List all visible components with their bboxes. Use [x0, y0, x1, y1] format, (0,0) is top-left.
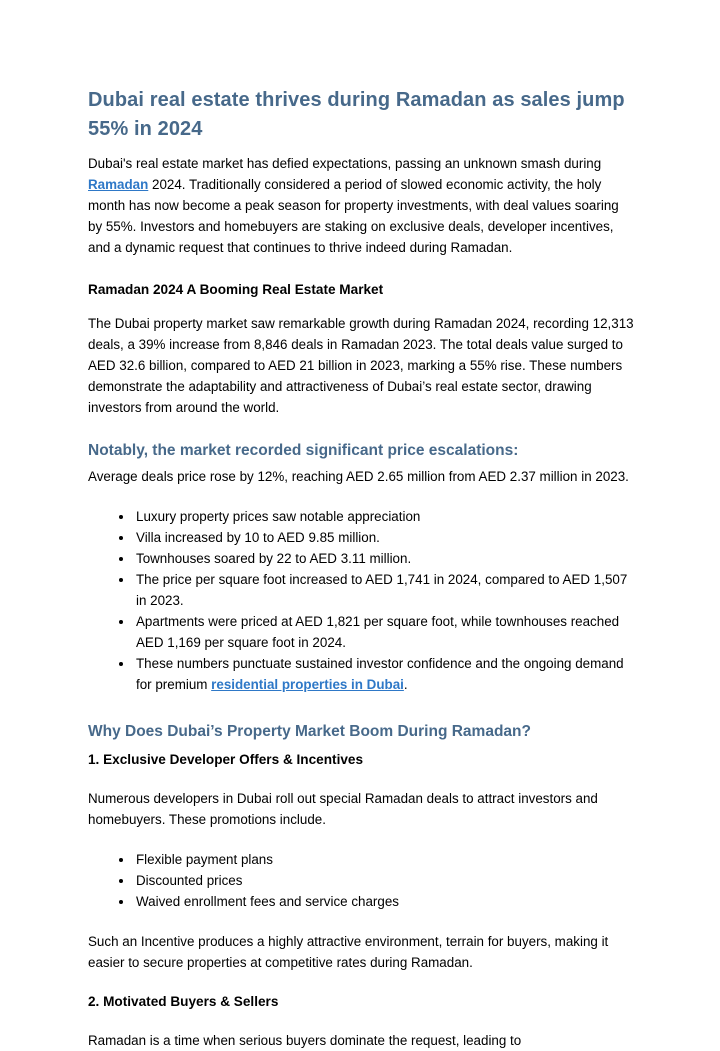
- ramadan-link[interactable]: Ramadan: [88, 177, 149, 192]
- residential-properties-link[interactable]: residential properties in Dubai: [211, 677, 404, 692]
- list-item: • Villa increased by 10 to AED 9.85 million.: [134, 527, 635, 548]
- price-escalations-heading: Notably, the market recorded significant price escalations:: [88, 442, 519, 459]
- list-item: • Apartments were priced at AED 1,821 per square foot, while townhouses reached AED 1,169 per square foot in 2024.: [134, 611, 635, 653]
- confidence-text-after-link: .: [403, 677, 408, 692]
- intro-paragraph: [88, 153, 635, 258]
- promotions-list: [88, 849, 635, 912]
- intro-text-after-link: 2024. Traditionally considered a period of slowed economic activity, the holy month has now become a peak season for property investments, with deal values soaring by 55%. Investors and homebuyers are staking on exclusive deals, developer incentives, and a dynamic request that continues to thrive indeed during Ramadan.: [88, 177, 619, 255]
- motivated-buyers-paragraph: Ramadan is a time when serious buyers dominate the request, leading to: [88, 1033, 522, 1048]
- booming-market-heading: Ramadan 2024 A Booming Real Estate Market: [88, 282, 384, 297]
- booming-market-paragraph: The Dubai property market saw remarkable growth during Ramadan 2024, recording 12,313 deals, a 39% increase from 8,846 deals in Ramadan 2023. The total deals value surged to AED 32.6 billion, compared to AED 21 billion in 2023, marking a 55% rise. These numbers demonstrate the adaptability and attractiveness of Dubai’s real estate sector, drawing investors from around the world.: [88, 316, 634, 415]
- list-item-with-link: [134, 653, 635, 695]
- page-title: Dubai real estate thrives during Ramadan as sales jump 55% in 2024: [88, 89, 625, 140]
- confidence-text-before-link: These numbers punctuate sustained investor confidence and the ongoing demand for premium: [136, 656, 624, 692]
- incentive-paragraph: Such an Incentive produces a highly attractive environment, terrain for buyers, making it easier to secure properties at competitive rates during Ramadan.: [88, 934, 609, 970]
- motivated-buyers-heading: 2. Motivated Buyers & Sellers: [88, 994, 279, 1009]
- intro-text-before-link: Dubai's real estate market has defied expectations, passing an unknown smash during: [88, 156, 602, 171]
- list-item: • The price per square foot increased to AED 1,741 in 2024, compared to AED 1,507 in 2023.: [134, 569, 635, 611]
- list-item: • Flexible payment plans: [134, 849, 635, 870]
- developer-offers-heading: 1. Exclusive Developer Offers & Incentives: [88, 752, 364, 767]
- list-item: • Townhouses soared by 22 to AED 3.11 million.: [134, 548, 635, 569]
- developer-offers-paragraph: Numerous developers in Dubai roll out special Ramadan deals to attract investors and homebuyers. These promotions include.: [88, 791, 598, 827]
- list-item: • Waived enrollment fees and service charges: [134, 891, 635, 912]
- list-item: • Discounted prices: [134, 870, 635, 891]
- why-boom-heading: Why Does Dubai’s Property Market Boom During Ramadan?: [88, 723, 531, 740]
- price-escalations-list: [88, 506, 635, 695]
- list-item: • Luxury property prices saw notable appreciation: [134, 506, 635, 527]
- average-price-paragraph: Average deals price rose by 12%, reaching AED 2.65 million from AED 2.37 million in 2023.: [88, 469, 629, 484]
